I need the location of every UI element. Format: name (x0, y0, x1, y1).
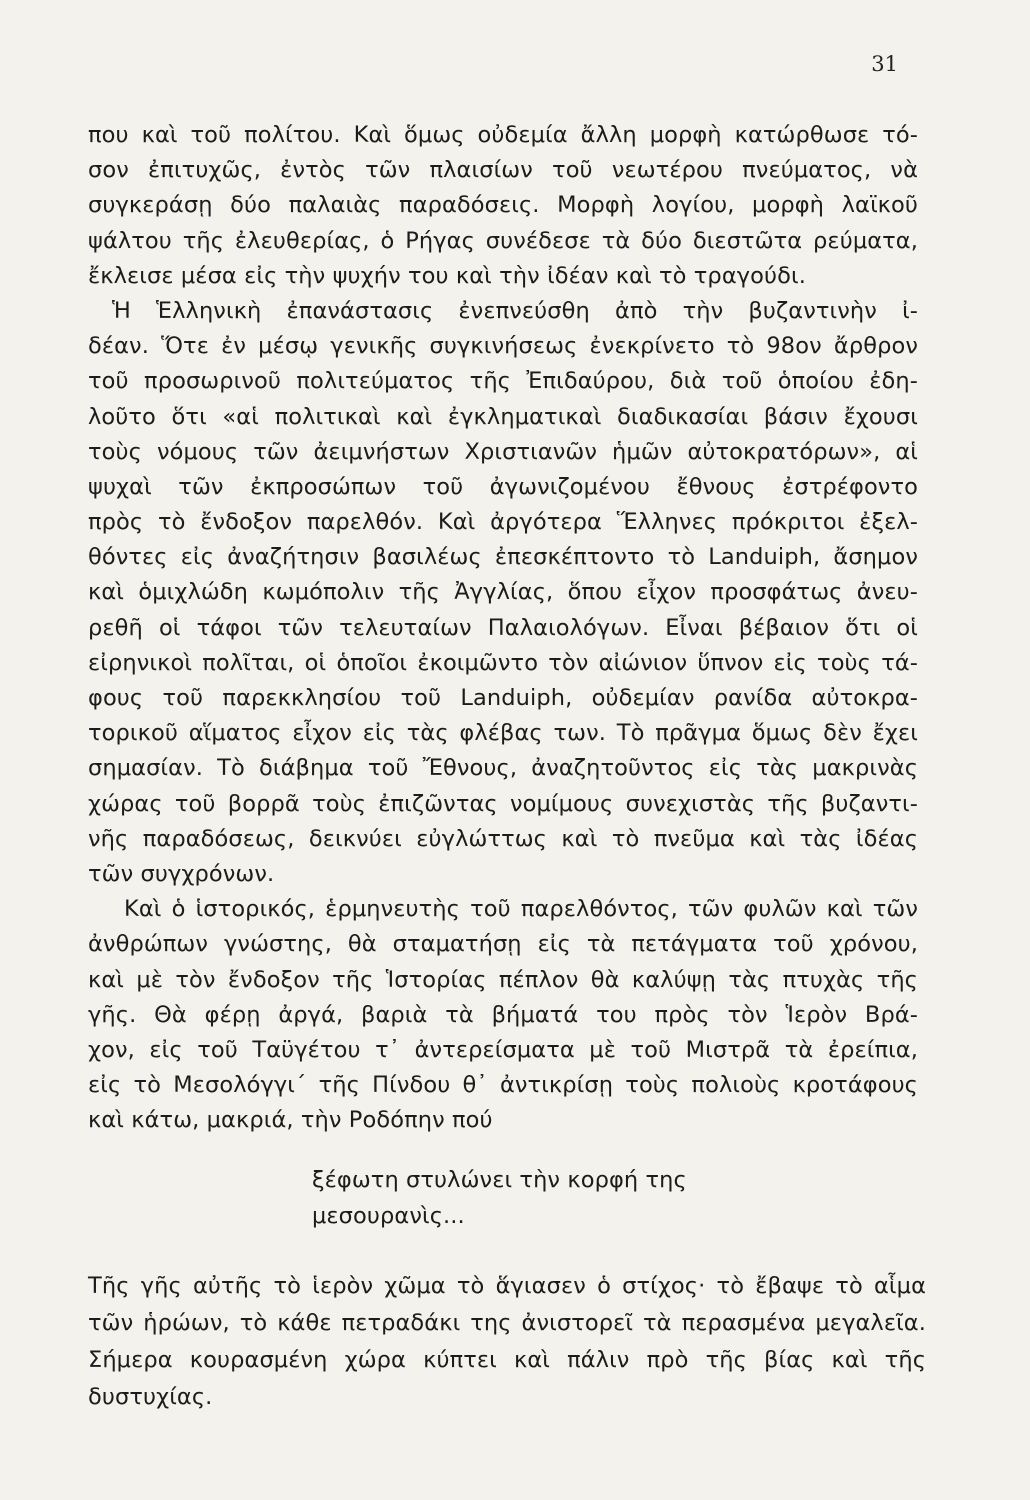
verse-quote (312, 1162, 872, 1234)
verse-line: μεσουρανὶς... (312, 1203, 465, 1229)
text-line: θόντες εἰς ἀναζήτησιν βασιλέως ἐπεσκέπτοντο τὸ Landuiph, ἄσημον (88, 544, 918, 571)
text-line: νῆς παραδόσεως, δεικνύει εὐγλώττως καὶ τὸ πνεῦμα καὶ τὰς ἰδέας (88, 825, 918, 852)
text-line: τοῦ προσωρινοῦ πολιτεύματος τῆς Ἐπιδαύρου, διὰ τοῦ ὁποίου ἐδη- (88, 368, 918, 395)
text-line: καὶ ὁμιχλώδη κωμόπολιν τῆς Ἀγγλίας, ὅπου εἶχον προσφάτως ἀνευ- (88, 579, 918, 606)
text-line: Καὶ ὁ ἱστορικός, ἑρμηνευτὴς τοῦ παρελθόντος, τῶν φυλῶν καὶ τῶν (124, 896, 918, 923)
text-line: δέαν. Ὅτε ἐν μέσῳ γενικῆς συγκινήσεως ἐνεκρίνετο τὸ 98ον ἄρθρον (88, 333, 918, 360)
text-line: τοὺς νόμους τῶν ἀειμνήστων Χριστιανῶν ἡμῶν αὐτοκρατόρων», αἱ (88, 438, 918, 465)
closing-paragraph (88, 1268, 926, 1416)
text-line: τῶν ἡρώων, τὸ κάθε πετραδάκι της ἀνιστορεῖ τὰ περασμένα μεγαλεῖα. (88, 1310, 926, 1336)
text-line: Ἡ Ἑλληνικὴ ἐπανάστασις ἐνεπνεύσθη ἀπὸ τὴν βυζαντινὴν ἰ- (112, 297, 918, 324)
text-line: καὶ μὲ τὸν ἔνδοξον τῆς Ἱστορίας πέπλον θὰ καλύψῃ τὰς πτυχὰς τῆς (88, 966, 918, 993)
text-line: ψάλτου τῆς ἐλευθερίας, ὁ Ρήγας συνέδεσε τὰ δύο διεστῶτα ρεύματα, (88, 227, 918, 254)
text-line: πρὸς τὸ ἔνδοξον παρελθόν. Καὶ ἀργότερα Ἕλληνες πρόκριτοι ἐξελ- (88, 509, 918, 536)
text-line: φους τοῦ παρεκκλησίου τοῦ Landuiph, οὐδεμίαν ρανίδα αὐτοκρα- (88, 685, 918, 711)
text-line: χον, εἰς τοῦ Ταϋγέτου τ᾽ ἀντερείσματα μὲ τοῦ Μιστρᾶ τὰ ἐρείπια, (88, 1036, 918, 1063)
text-line: συγκεράσῃ δύο παλαιὰς παραδόσεις. Μορφὴ λογίου, μορφὴ λαϊκοῦ (88, 192, 918, 219)
text-line: Σήμερα κουρασμένη χώρα κύπτει καὶ πάλιν πρὸ τῆς βίας καὶ τῆς (88, 1347, 926, 1373)
text-line: ἀνθρώπων γνώστης, θὰ σταματήσῃ εἰς τὰ πετάγματα τοῦ χρόνου, (88, 931, 918, 958)
main-text (88, 118, 918, 1138)
text-line: τορικοῦ αἵματος εἶχον εἰς τὰς φλέβας των. Τὸ πρᾶγμα ὅμως δὲν ἔχει (88, 720, 918, 747)
text-line: χώρας τοῦ βορρᾶ τοὺς ἐπιζῶντας νομίμους συνεχιστὰς τῆς βυζαντι- (88, 790, 918, 817)
text-line: τῶν συγχρόνων. (88, 860, 275, 887)
text-line: δυστυχίας. (88, 1384, 213, 1410)
verse-line: ξέφωτη στυλώνει τὴν κορφή της (312, 1167, 687, 1193)
text-line: εἰρηνικοὶ πολῖται, οἱ ὁποῖοι ἐκοιμῶντο τὸν αἰώνιον ὕπνον εἰς τοὺς τά- (88, 649, 918, 676)
text-line: ρεθῆ οἱ τάφοι τῶν τελευταίων Παλαιολόγων. Εἶναι βέβαιον ὅτι οἱ (88, 614, 918, 641)
text-line: ἔκλεισε μέσα εἰς τὴν ψυχήν του καὶ τὴν ἰδέαν καὶ τὸ τραγούδι. (88, 262, 806, 289)
text-line: σον ἐπιτυχῶς, ἐντὸς τῶν πλαισίων τοῦ νεωτέρου πνεύματος, νὰ (88, 157, 918, 184)
text-line: σημασίαν. Τὸ διάβημα τοῦ Ἔθνους, ἀναζητοῦντος εἰς τὰς μακρινὰς (88, 755, 918, 782)
text-line: ψυχαὶ τῶν ἐκπροσώπων τοῦ ἀγωνιζομένου ἔθνους ἐστρέφοντο (88, 473, 918, 500)
text-line: εἰς τὸ Μεσολόγγι´ τῆς Πίνδου θ᾽ ἀντικρίσῃ τοὺς πολιοὺς κροτάφους (88, 1072, 918, 1099)
text-line: γῆς. Θὰ φέρῃ ἀργά, βαριὰ τὰ βήματά του πρὸς τὸν Ἱερὸν Βρά- (88, 1001, 918, 1028)
page-number: 31 (871, 52, 898, 76)
text-line: λοῦτο ὅτι «αἱ πολιτικαὶ καὶ ἐγκληματικαὶ διαδικασίαι βάσιν ἔχουσι (88, 403, 918, 430)
text-line: Τῆς γῆς αὐτῆς τὸ ἱερὸν χῶμα τὸ ἅγιασεν ὁ στίχος· τὸ ἔβαψε τὸ αἷμα (88, 1273, 926, 1299)
text-line: που καὶ τοῦ πολίτου. Καὶ ὅμως οὐδεμία ἄλλη μορφὴ κατώρθωσε τό- (88, 122, 918, 148)
text-line: καὶ κάτω, μακριά, τὴν Ροδόπην πού (88, 1107, 493, 1134)
